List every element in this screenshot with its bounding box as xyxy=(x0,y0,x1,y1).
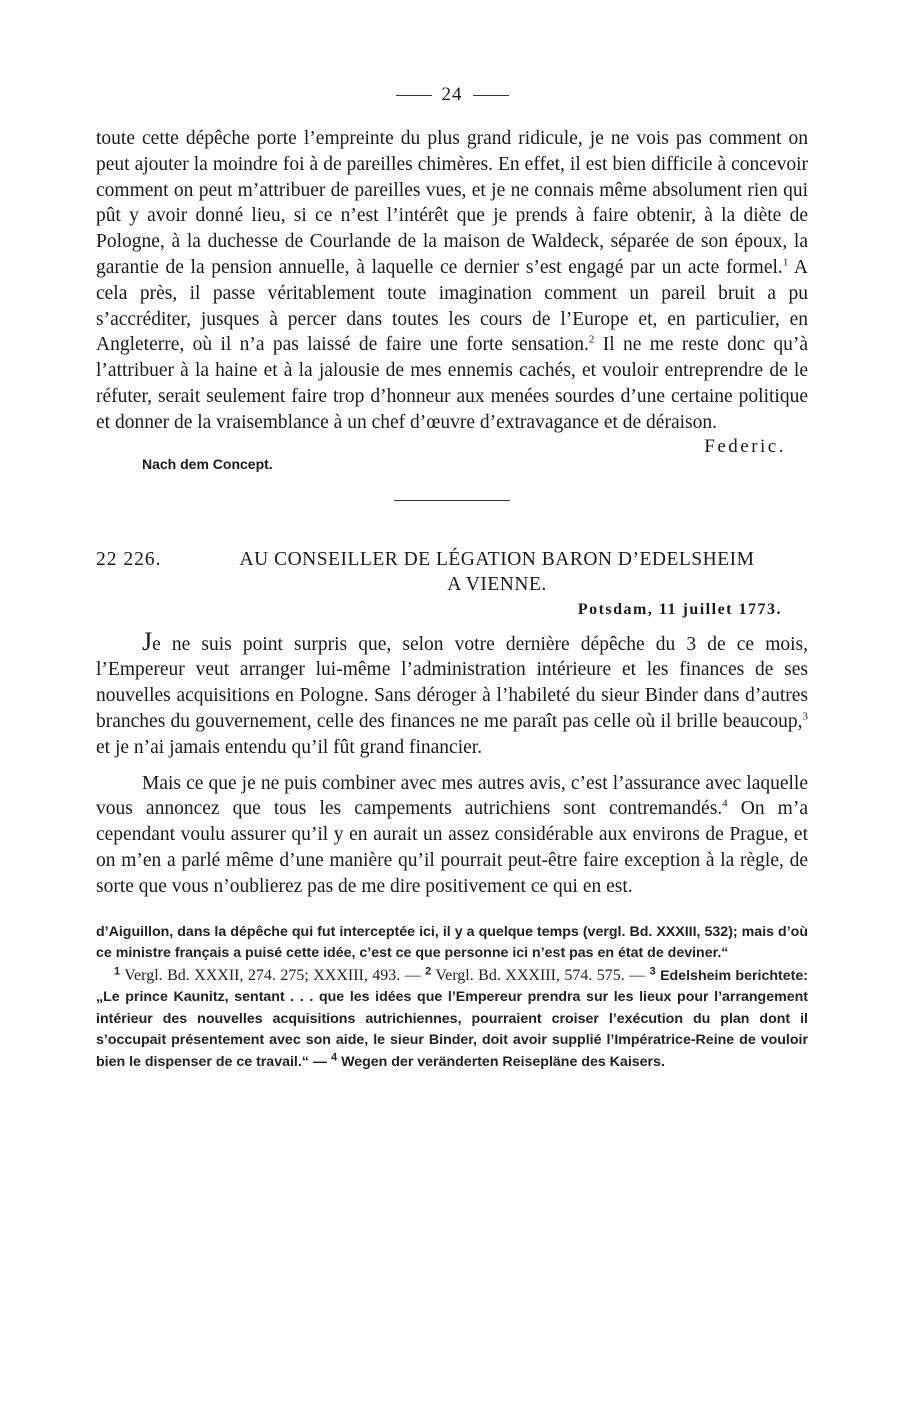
footnotes-list xyxy=(96,965,808,1074)
letter-body xyxy=(96,626,808,900)
page-number-header xyxy=(96,84,808,106)
footnote-1-mark: 1 xyxy=(114,964,121,977)
footnote-2: Vergl. Bd. XXXIII, 574. 575. — xyxy=(431,966,646,984)
header-dash-left xyxy=(396,95,432,96)
footnote-ref-1: 1 xyxy=(782,256,789,269)
page-number: 24 xyxy=(441,84,463,105)
footnote-2-mark: 2 xyxy=(425,964,432,977)
source-note: Nach dem Concept. xyxy=(142,455,273,472)
drop-cap: J xyxy=(142,626,153,656)
signature: Federic. xyxy=(704,435,786,457)
footnote-4-mark: 4 xyxy=(331,1050,338,1063)
footnote-ref-2: 2 xyxy=(588,333,595,346)
dateline: Potsdam, 11 juillet 1773. xyxy=(577,600,782,618)
footnote-3-mark: 3 xyxy=(649,964,656,977)
continued-paragraph: toute cette dépêche porte l’empreinte du plus grand ridicule, je ne vois pas comment on peut ajouter la moindre foi à de pareilles chimères. En effet, il est bien difficile à concevoir comment on peut m’attribuer de pareilles vues, et je ne connais même absolument rien qui pût y avoir donné lieu, si ce n’est l’intérêt que je prends à faire obtenir, à la diète de Pologne, à la duchesse de Courlande de la maison de Waldeck, séparée de son époux, la garantie de la pension annuelle, à laquelle ce dernier s’est engagé par un acte formel.$^1$ A cela près, il passe véritablement toute imagination comment un pareil bruit a pu s’accréditer, jusques à percer dans toutes les cours de l’Europe et, en particulier, en Angleterre, où il n’a pas laissé de faire une forte sensation.$^2$ Il ne me reste donc qu’à l’attribuer à la haine et à la jalousie de mes ennemis cachés, et vouloir entreprendre de le réfuter, serait seulement faire trop d’honneur aux menées sourdes d’une certaine politique et donner de la vraisemblance à un chef d’œuvre d’extravagance et de déraison. xyxy=(96,128,808,433)
continued-letter-text xyxy=(96,126,808,436)
letter-paragraph-1: Je ne suis point surpris que, selon votre dernière dépêche du 3 de ce mois, l’Empereur veut arranger lui-même l’administration intérieure et les finances de ses nouvelles acquisitions en Pologne. Sans déroger à l’habileté du sieur Binder dans d’autres branches du gouvernement, celle des finances ne me paraît pas celle où il brille beaucoup,$^3$ et je n’ai jamais entendu qu’il fût grand financier. xyxy=(96,626,808,758)
document-title-line-1: AU CONSEILLER DE LÉGATION BARON D’EDELSHEIM xyxy=(239,548,755,570)
footnotes xyxy=(96,922,808,1074)
footnote-4: Wegen der veränderten Reisepläne des Kaisers. xyxy=(337,1053,665,1070)
document-title-line-2: A VIENNE. xyxy=(447,573,547,595)
document-number: 22 226. xyxy=(96,548,162,570)
footnote-ref-3: 3 xyxy=(802,710,808,723)
footnote-3: Edelsheim berichtete: „Le prince Kaunitz, sentant . . . que les idées que l’Empereur prendra sur les lieux pour l’arrangement intérieur des nouvelles acquisitions autrichiennes, pourraient croiser l’exécution du plan dont il s’occupait présentement avec son aide, le sieur Binder, doit avoir supplié l’Impératrice-Reine de vouloir bien le dispenser de ce travail.“ — xyxy=(96,967,808,1070)
letter-paragraph-2: Mais ce que je ne puis combiner avec mes autres avis, c’est l’assurance avec laquelle vous annoncez que tous les campements autrichiens sont contremandés.$^4$ On m’a cependant voulu assurer qu’il y en aurait un assez considérable aux environs de Prague, et on m’en a parlé même d’une manière qu’il pourrait peut-être faire exception à la règle, de sorte que vous n’oublierez pas de me dire positivement ce qui en est. xyxy=(96,772,808,897)
signature-block xyxy=(96,436,808,486)
document-heading xyxy=(96,547,808,597)
footnote-1: Vergl. Bd. XXXII, 274. 275; XXXIII, 493. — xyxy=(120,966,421,984)
footnote-continued: d’Aiguillon, dans la dépêche qui fut interceptée ici, il y a quelque temps (vergl. Bd. XXXIII, 532); mais d’où ce ministre français a puisé cette idée, c’est ce que personne ici n’est pas en état de deviner.“ xyxy=(96,923,808,962)
footnote-ref-4: 4 xyxy=(722,797,728,810)
page xyxy=(96,84,808,1073)
section-divider xyxy=(394,500,510,501)
header-dash-right xyxy=(473,95,509,96)
